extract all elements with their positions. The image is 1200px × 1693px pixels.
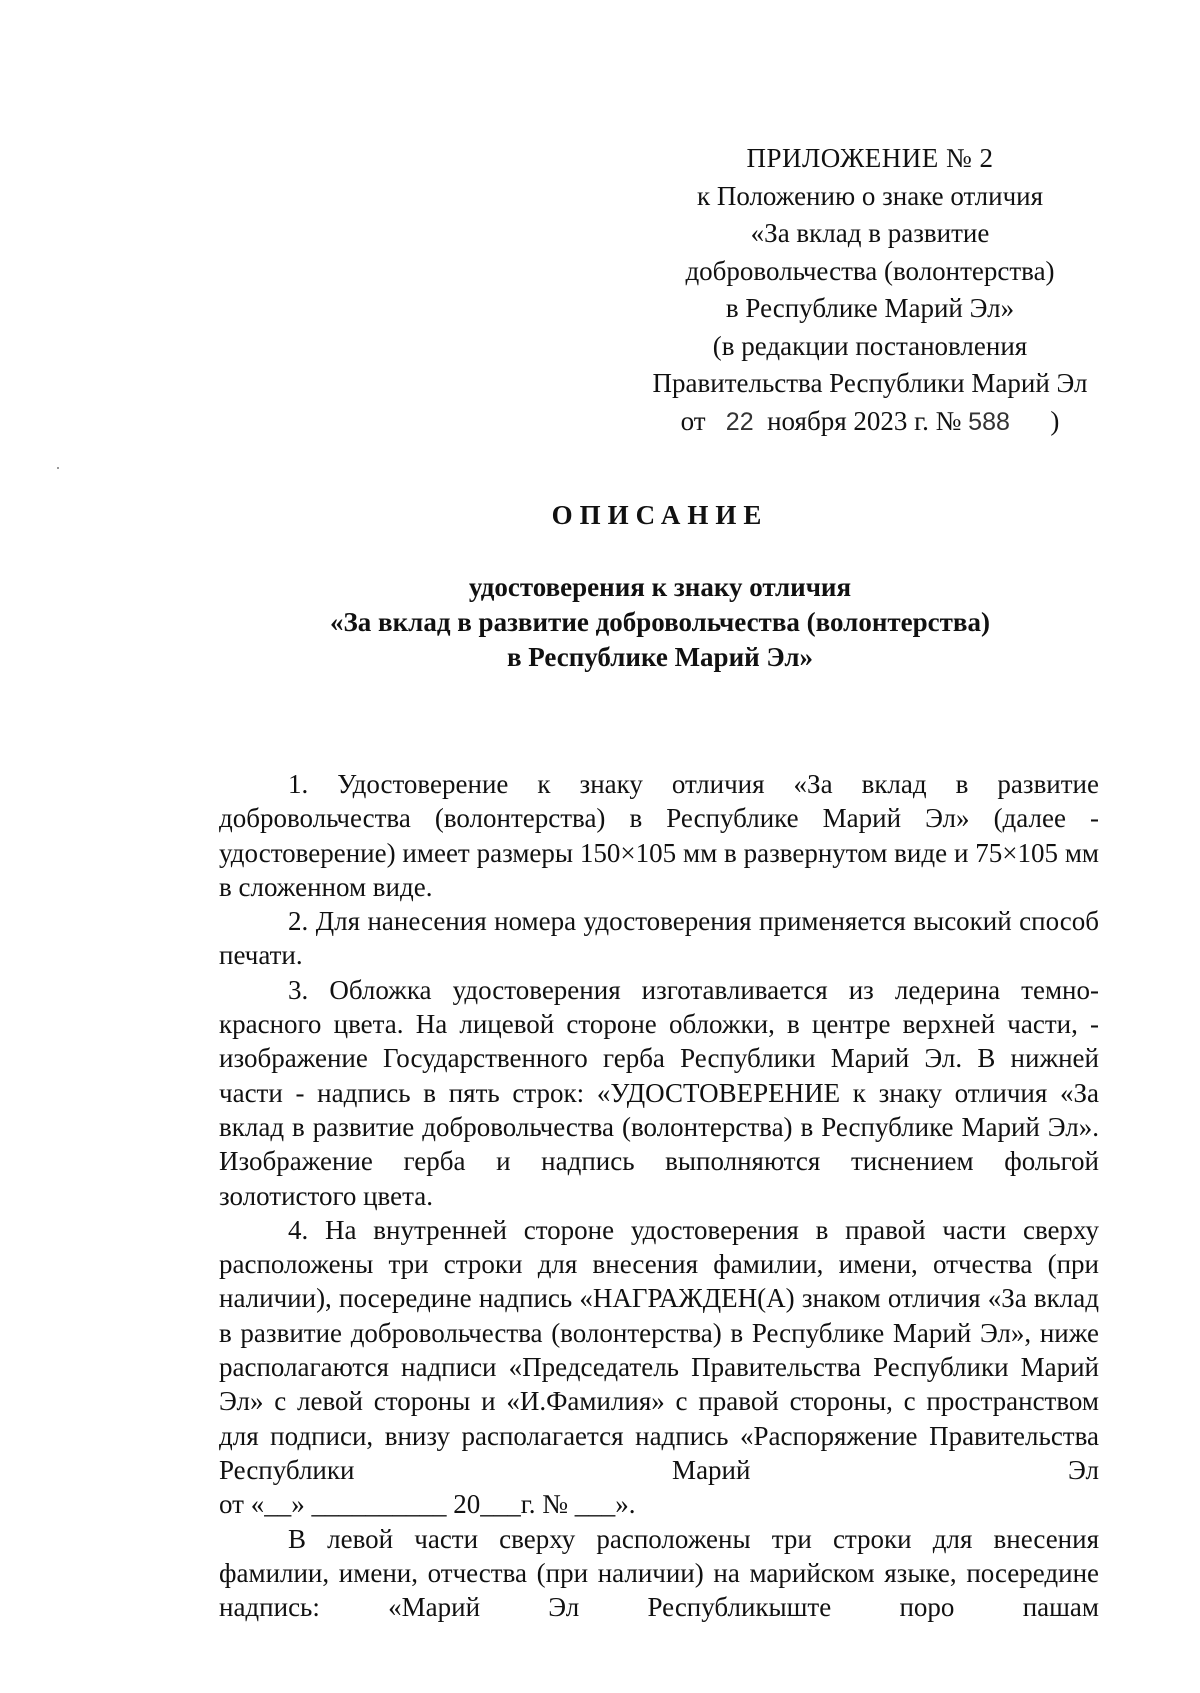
paragraph-1: 1. Удостоверение к знаку отличия «За вклад в развитие добровольчества (волонтерства) в Республике Марий Эл» (далее - удостоверение) имеет размеры 150×105 мм в развернутом виде и 75×105 мм в сложенном виде. — [219, 769, 1099, 902]
paragraph-2: 2. Для нанесения номера удостоверения применяется высокий способ печати. — [219, 906, 1099, 971]
appendix-line: добровольчества (волонтерства) — [685, 255, 1055, 286]
document-number: 588 — [968, 407, 1010, 436]
appendix-line: Правительства Республики Марий Эл — [652, 368, 1088, 398]
appendix-line: (в редакции постановления — [712, 330, 1028, 361]
paragraph-3: 3. Обложка удостоверения изготавливается из ледерина темно-красного цвета. На лицевой стороне обложки, в центре верхней части, - изображение Государственного герба Республики Марий Эл. В нижней части - надпись в пять строк: «УДОСТОВЕРЕНИЕ к знаку отличия «За вклад в развитие добровольчества (волонтерства) в Республике Марий Эл». Изображение герба и надпись выполняются тиснением фольгой золотистого цвета. — [219, 974, 1099, 1211]
date-rest: ноября 2023 г. № — [767, 405, 962, 436]
scan-speck — [57, 467, 59, 469]
subtitle-line: в Республике Марий Эл» — [506, 642, 814, 672]
appendix-date-line — [640, 403, 1100, 442]
appendix-title: ПРИЛОЖЕНИЕ № 2 — [746, 143, 994, 173]
subtitle-line: удостоверения к знаку отличия — [468, 572, 852, 602]
paragraph-4-end: от «__» __________ 20___г. № ___». — [219, 1489, 636, 1520]
date-day: 22 — [725, 407, 754, 436]
document-title: ОПИСАНИЕ — [551, 500, 769, 530]
date-close: ) — [1050, 405, 1060, 436]
paragraph-4: 4. На внутренней стороне удостоверения в правой части сверху расположены три строки для внесения фамилии, имени, отчества (при наличии), посередине надпись «НАГРАЖДЕН(А) знаком отличия «За вклад в развитие добровольчества (волонтерства) в Республике Марий Эл», ниже располагаются надписи «Председатель Правительства Республики Марий Эл» с левой стороны и «И.Фамилия» с правой стороны, с пространством для подписи, внизу располагается надпись «Распоряжение Правительства Республики Марий Эл — [219, 1214, 1099, 1485]
appendix-line: «За вклад в развитие — [750, 218, 990, 248]
paragraph-5: В левой части сверху расположены три строки для внесения фамилии, имени, отчества (при наличии) на марийском языке, посередине надпись: «Марий Эл Республикыште поро пашам — [219, 1523, 1099, 1623]
appendix-line: в Республике Марий Эл» — [725, 293, 1015, 323]
subtitle-line: «За вклад в развитие добровольчества (волонтерства) — [330, 607, 990, 637]
body-text — [219, 767, 1099, 1624]
document-subtitle — [200, 570, 1120, 675]
date-prefix: от — [680, 405, 706, 436]
appendix-block — [640, 140, 1100, 441]
appendix-line: к Положению о знаке отличия — [696, 180, 1044, 211]
